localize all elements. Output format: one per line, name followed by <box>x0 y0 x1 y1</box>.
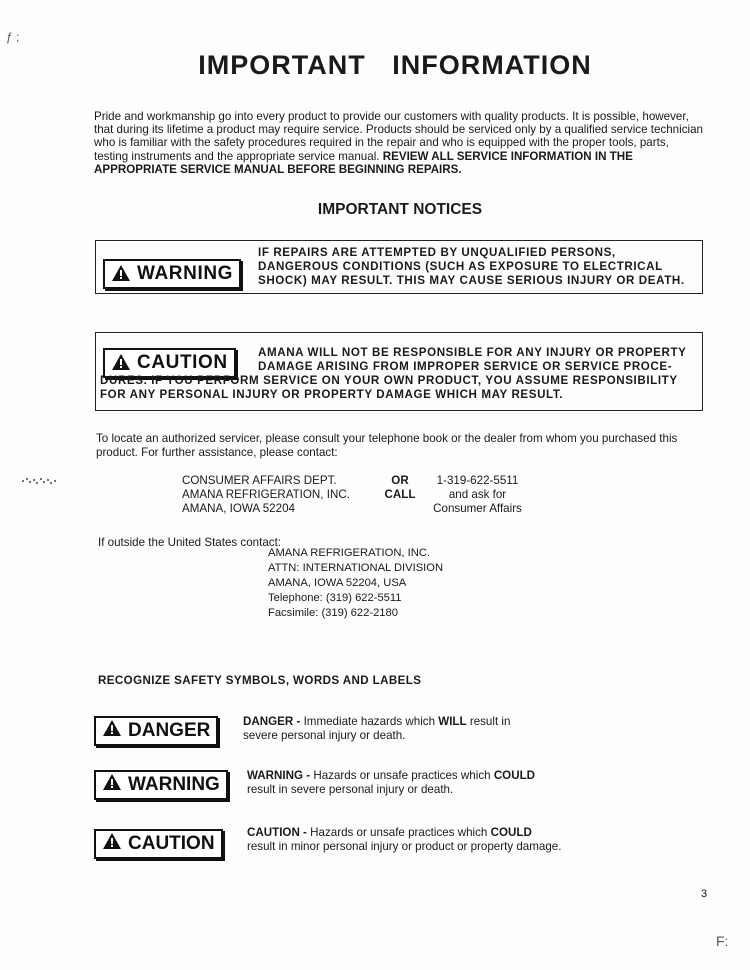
caution-term: CAUTION - <box>247 826 307 839</box>
contact-address <box>182 474 350 516</box>
warning-notice-box <box>95 240 703 294</box>
warning-desc-a: Hazards or unsafe practices which <box>313 769 491 782</box>
contact-phone-block <box>420 474 535 516</box>
notices-heading: IMPORTANT NOTICES <box>317 201 483 218</box>
contact-company: AMANA REFRIGERATION, INC. <box>182 488 350 501</box>
legend-warning-badge-label: WARNING <box>128 774 220 795</box>
danger-desc-a: Immediate hazards which <box>303 715 436 728</box>
warning-description <box>247 769 687 797</box>
contact-affairs: Consumer Affairs <box>433 502 522 515</box>
danger-badge <box>94 716 218 746</box>
warning-badge <box>103 259 241 289</box>
contact-or: OR <box>391 474 409 487</box>
scan-artifact <box>20 474 58 486</box>
caution-notice-text-2: DURES. IF YOU PERFORM SERVICE ON YOUR OWN PRODUCT, YOU ASSUME RESPONSIBILITY FOR ANY PERSONAL INJURY OR PROPERTY DAMAGE WHICH MAY RESULT. <box>100 374 678 401</box>
contact-city: AMANA, IOWA 52204 <box>182 502 295 515</box>
page-number: 3 <box>701 888 708 900</box>
contact-phone: 1-319-622-5511 <box>436 474 519 487</box>
warning-triangle-icon <box>111 264 131 284</box>
recognize-heading: RECOGNIZE SAFETY SYMBOLS, WORDS AND LABELS <box>98 674 422 687</box>
scan-mark: ƒ ; <box>6 30 20 44</box>
legend-caution-badge <box>94 829 223 859</box>
intro-bold-text: REVIEW ALL SERVICE INFORMATION IN THE APPROPRIATE SERVICE MANUAL BEFORE BEGINNING REPAIRS. <box>94 149 633 176</box>
warning-desc-c: result in severe personal injury or death. <box>247 783 454 796</box>
contact-dept: CONSUMER AFFAIRS DEPT. <box>182 474 337 487</box>
danger-desc-c: severe personal injury or death. <box>243 729 406 742</box>
legend-caution-badge-label: CAUTION <box>128 833 215 854</box>
danger-term: DANGER - <box>243 715 301 728</box>
caution-badge-label: CAUTION <box>137 352 228 373</box>
caution-description <box>247 826 707 854</box>
contact-or-call <box>380 474 420 502</box>
contact-ask: and ask for <box>448 488 507 501</box>
intl-line-3: AMANA, IOWA 52204, USA <box>268 577 407 589</box>
outside-us-text: If outside the United States contact: <box>98 536 282 549</box>
danger-emph: WILL <box>438 715 467 728</box>
legend-caution-triangle-icon <box>102 832 122 856</box>
warning-badge-label: WARNING <box>137 263 234 284</box>
caution-notice-text-1: AMANA WILL NOT BE RESPONSIBLE FOR ANY INJURY OR PROPERTY DAMAGE ARISING FROM IMPROPER SERVICE OR SERVICE PROCE- <box>258 346 687 373</box>
intro-paragraph <box>94 110 704 176</box>
international-address <box>268 546 443 621</box>
caution-desc-a: Hazards or unsafe practices which <box>310 826 488 839</box>
warning-term: WARNING - <box>247 769 311 782</box>
legend-warning-triangle-icon <box>102 773 122 797</box>
danger-badge-label: DANGER <box>128 720 211 741</box>
intl-line-1: AMANA REFRIGERATION, INC. <box>268 547 431 559</box>
contact-call: CALL <box>384 488 416 501</box>
caution-notice-box <box>95 332 703 411</box>
warning-emph: COULD <box>493 769 536 782</box>
legend-warning-badge <box>94 770 228 800</box>
page-title: IMPORTANT INFORMATION <box>198 50 592 80</box>
intl-line-5: Facsimile: (319) 622-2180 <box>268 607 398 619</box>
intro-text: Pride and workmanship go into every product to provide our customers with quality products. It is possible, however, that during its lifetime a product may require service. Products should be serviced only by a qualified service technician who is familiar with the safety procedures required in the repair and who is equipped with the proper tools, parts, testing instruments and the appropriate service manual. <box>94 110 703 163</box>
warning-notice-text: IF REPAIRS ARE ATTEMPTED BY UNQUALIFIED PERSONS, DANGEROUS CONDITIONS (SUCH AS EXPOSURE TO ELECTRICAL SHOCK) MAY RESULT. THIS MAY CAUSE SERIOUS INJURY OR DEATH. <box>258 246 685 287</box>
danger-desc-b: result in <box>469 715 511 728</box>
danger-description <box>243 715 683 743</box>
intl-line-2: ATTN: INTERNATIONAL DIVISION <box>268 562 444 574</box>
contact-intro: To locate an authorized servicer, please consult your telephone book or the dealer from whom you purchased this product. For further assistance, please contact: <box>96 432 678 459</box>
caution-triangle-icon <box>111 353 131 373</box>
intl-line-4: Telephone: (319) 622-5511 <box>268 592 402 604</box>
caution-desc-c: result in minor personal injury or product or property damage. <box>247 840 562 853</box>
danger-triangle-icon <box>102 719 122 743</box>
scan-mark-bottom: F: <box>716 933 729 949</box>
caution-emph: COULD <box>490 826 532 839</box>
